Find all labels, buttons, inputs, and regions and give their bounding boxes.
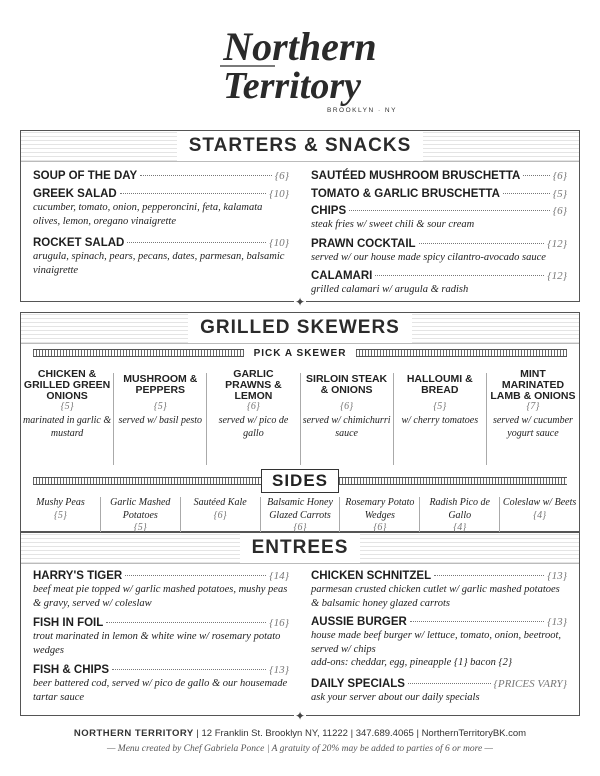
side-name: Rosemary Potato Wedges — [345, 497, 415, 521]
entrees-title: ENTREES — [240, 533, 361, 563]
menu-item — [311, 269, 567, 297]
item-desc: arugula, spinach, pears, pecans, dates, parmesan, balsamic vinaigrette — [33, 251, 285, 276]
item-price: {12} — [547, 270, 567, 282]
footer-contact: NORTHERN TERRITORY | 12 Franklin St. Brooklyn NY, 11222 | 347.689.4065 | NorthernTerritoryBK.com — [73, 728, 527, 739]
item-desc: ask your server about our daily specials — [311, 692, 480, 703]
item-name: PRAWN COCKTAIL — [311, 238, 416, 250]
item-name: ROCKET SALAD — [33, 237, 125, 249]
logo-sub: BROOKLYN · NY — [327, 107, 397, 114]
skewer-name: GARLIC PRAWNS & LEMON — [225, 367, 282, 402]
item-price: {6} — [552, 170, 567, 182]
item-desc: beer battered cod, served w/ pico de gallo & our housemade tartar sauce — [33, 678, 288, 703]
side-name: Garlic Mashed Potatoes — [110, 497, 171, 521]
footer-address: 12 Franklin St. Brooklyn NY, 11222 — [201, 728, 348, 739]
side-name: Mushy Peas — [36, 497, 85, 508]
logo-line2: Territory — [223, 65, 361, 107]
side-name: Sautéed Kale — [193, 497, 247, 508]
item-desc: parmesan crusted chicken cutlet w/ garlic mashed potatoes & balsamic honey glazed carrots — [311, 584, 560, 609]
item-price: {10} — [269, 237, 289, 249]
skewer-name: MINT MARINATED LAMB & ONIONS — [490, 367, 576, 402]
entrees-header — [21, 533, 579, 564]
footer-website-link[interactable]: NorthernTerritoryBK.com — [421, 728, 527, 739]
pick-label: PICK A SKEWER — [253, 347, 347, 359]
item-desc: grilled calamari w/ arugula & radish — [311, 284, 469, 295]
skewer-price: {5} — [60, 401, 74, 412]
item-name: CHICKEN SCHNITZEL — [311, 570, 432, 582]
item-price: {16} — [269, 617, 289, 629]
skewer-name: HALLOUMI & BREAD — [406, 373, 473, 396]
side-price: {5} — [133, 522, 147, 533]
item-desc: trout marinated in lemon & white wine w/ rosemary potato wedges — [33, 631, 281, 656]
item-name: GREEK SALAD — [33, 188, 117, 200]
skewer-desc: served w/ cucumber yogurt sauce — [492, 415, 573, 439]
starters-title: STARTERS & SNACKS — [177, 131, 424, 161]
item-name: SOUP OF THE DAY — [33, 170, 138, 182]
item-name: TOMATO & GARLIC BRUSCHETTA — [311, 188, 500, 200]
item-price: {10} — [269, 188, 289, 200]
menu-item — [33, 236, 289, 277]
footer-gratuity-note: A gratuity of 20% may be added to parties of 6 or more — — [271, 744, 493, 754]
skewer-item — [114, 373, 207, 465]
sides-title: SIDES — [261, 469, 339, 493]
star-ornament-icon: ✦ — [294, 295, 306, 309]
side-price: {5} — [53, 509, 67, 521]
menu-item — [33, 616, 289, 657]
item-price: {13} — [269, 664, 289, 676]
item-desc: house made beef burger w/ lettuce, tomato, onion, beetroot, served w/ chips — [311, 630, 562, 655]
item-price: {12} — [547, 238, 567, 250]
side-price: {6} — [213, 509, 227, 521]
item-desc: cucumber, tomato, onion, pepperoncini, feta, kalamata olives, lemon, oregano vinaigrette — [33, 202, 263, 227]
skewer-price: {6} — [246, 401, 260, 412]
menu-item — [33, 187, 289, 228]
item-price: {13} — [547, 616, 567, 628]
menu-item — [33, 663, 289, 704]
menu-item — [311, 169, 567, 183]
skewers-title: GRILLED SKEWERS — [188, 313, 412, 343]
item-price: {5} — [552, 188, 567, 200]
item-price: {6} — [274, 170, 289, 182]
skewer-item — [301, 373, 394, 465]
skewers-header — [21, 313, 579, 344]
logo-line1: Northern — [223, 24, 377, 69]
side-name: Radish Pico de Gallo — [429, 497, 490, 521]
footer-credits: — Menu created by Chef Gabriela Ponce | A gratuity of 20% may be added to parties of 6 or more — — [106, 744, 493, 754]
item-price: {13} — [547, 570, 567, 582]
item-price: {6} — [552, 205, 567, 217]
skewer-item — [394, 373, 487, 465]
side-name: Balsamic Honey Glazed Carrots — [267, 497, 333, 521]
menu-item — [311, 677, 567, 705]
skewer-desc: served w/ pico de gallo — [218, 415, 289, 439]
item-desc: served w/ our house made spicy cilantro-avocado sauce — [311, 252, 546, 263]
skewer-price: {5} — [433, 401, 447, 412]
item-price: {PRICES VARY} — [493, 678, 567, 690]
skewer-desc: marinated in garlic & mustard — [23, 415, 112, 439]
item-name: FISH IN FOIL — [33, 617, 104, 629]
logo — [0, 18, 600, 118]
entrees-section — [20, 532, 580, 723]
skewer-name: CHICKEN & GRILLED GREEN ONIONS — [23, 367, 111, 402]
side-price: {4} — [453, 522, 467, 533]
starters-section — [20, 130, 580, 309]
item-desc: beef meat pie topped w/ garlic mashed potatoes, mushy peas & gravy, served w/ coleslaw — [33, 584, 288, 609]
sides-header — [33, 470, 567, 492]
side-name: Coleslaw w/ Beets — [502, 497, 577, 508]
item-name: SAUTÉED MUSHROOM BRUSCHETTA — [311, 170, 521, 182]
skewer-desc: served w/ basil pesto — [118, 415, 203, 426]
item-name: FISH & CHIPS — [33, 664, 110, 676]
item-name: CALAMARI — [311, 270, 373, 282]
menu-item — [311, 187, 567, 201]
skewer-desc: served w/ chimichurri sauce — [302, 415, 391, 439]
item-price: {14} — [269, 570, 289, 582]
footer-restaurant-name: NORTHERN TERRITORY — [73, 728, 194, 739]
item-desc: steak fries w/ sweet chili & sour cream — [311, 219, 475, 230]
side-price: {6} — [293, 522, 307, 533]
skewer-price: {5} — [153, 401, 167, 412]
star-ornament-icon: ✦ — [294, 709, 306, 723]
item-name: HARRY'S TIGER — [33, 570, 123, 582]
skewer-price: {7} — [526, 401, 540, 412]
skewers-section — [20, 312, 580, 532]
item-name: DAILY SPECIALS — [311, 678, 405, 690]
skewer-price: {6} — [340, 401, 354, 412]
skewer-item — [487, 367, 579, 465]
skewer-name: SIRLOIN STEAK & ONIONS — [306, 373, 388, 396]
pick-a-skewer-banner — [33, 347, 567, 359]
item-name: CHIPS — [311, 205, 347, 217]
menu-item — [33, 169, 289, 183]
side-price: {6} — [373, 522, 387, 533]
footer-phone[interactable]: 347.689.4065 — [355, 728, 414, 739]
skewer-item — [207, 367, 300, 465]
skewer-name: MUSHROOM & PEPPERS — [123, 373, 198, 396]
footer-chef-credit: — Menu created by Chef Gabriela Ponce — [106, 744, 265, 754]
menu-item — [311, 204, 567, 232]
menu-item — [311, 569, 567, 610]
item-name: AUSSIE BURGER — [311, 616, 407, 628]
menu-item — [33, 569, 289, 610]
menu-item — [311, 615, 567, 670]
starters-header — [21, 131, 579, 162]
side-price: {4} — [533, 509, 547, 521]
skewer-desc: w/ cherry tomatoes — [401, 415, 479, 426]
skewers-list — [21, 367, 579, 465]
item-addons: add-ons: cheddar, egg, pineapple {1} bacon {2} — [311, 657, 513, 668]
skewer-item — [21, 367, 114, 465]
menu-item — [311, 237, 567, 265]
